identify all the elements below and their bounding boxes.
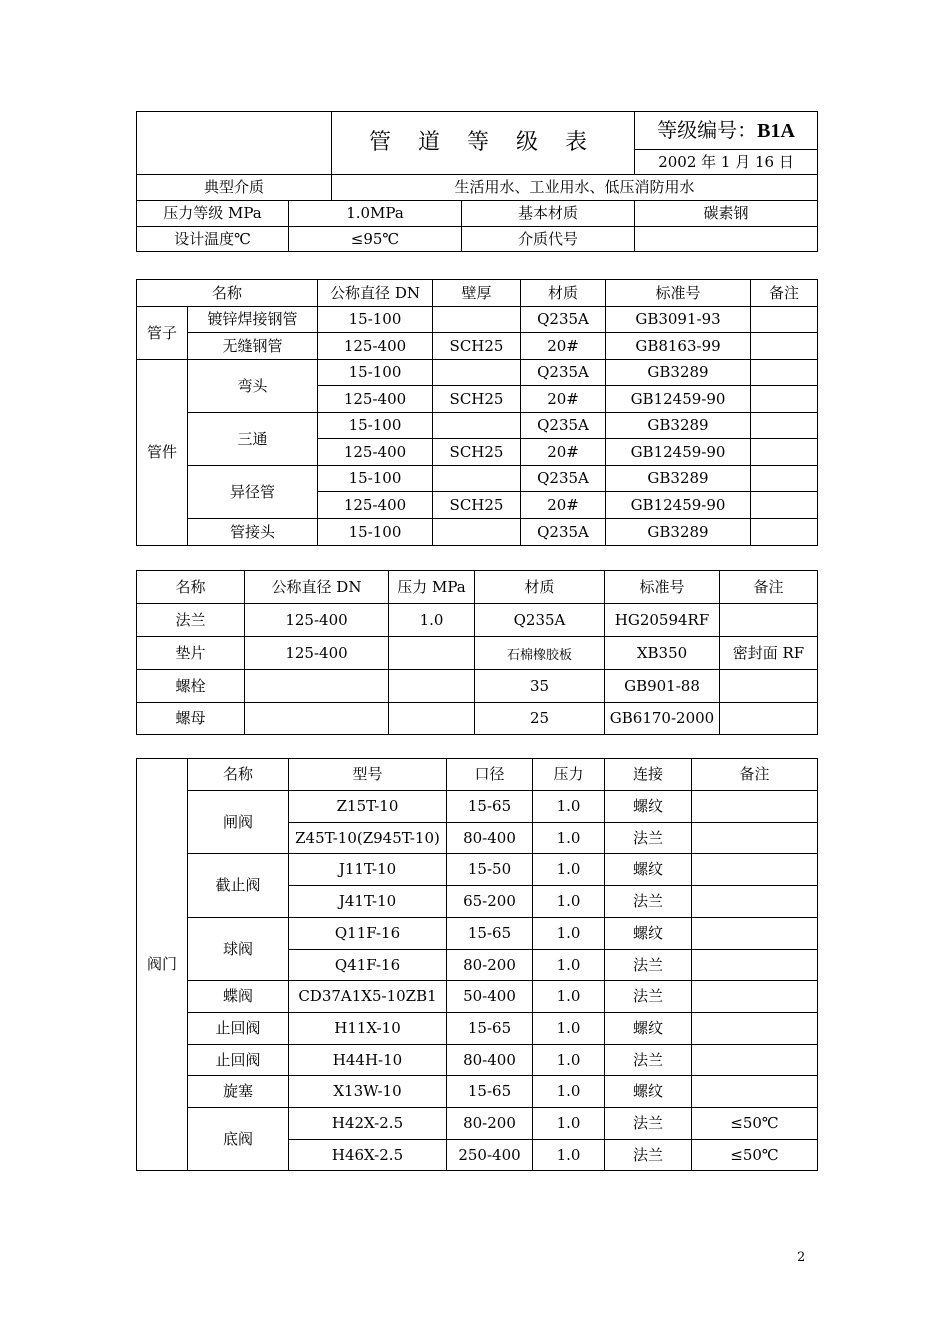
standard-cell: GB12459-90 [606, 439, 751, 466]
model-cell: H46X-2.5 [289, 1140, 447, 1171]
dn-cell: 125-400 [245, 604, 389, 637]
connection-cell: 法兰 [605, 823, 692, 854]
medium-label: 典型介质 [137, 175, 332, 201]
standard-cell: HG20594RF [605, 604, 720, 637]
size-cell: 15-65 [447, 918, 533, 950]
dn-cell: 15-100 [318, 360, 433, 386]
column-header: 口径 [447, 759, 533, 791]
pressure-cell [389, 703, 475, 735]
note-cell [692, 886, 818, 918]
model-cell: H11X-10 [289, 1013, 447, 1045]
material-cell: 20# [521, 333, 606, 360]
column-header: 名称 [137, 280, 318, 307]
category-cell: 管子 [137, 307, 188, 360]
pressure-grade-value: 1.0MPa [289, 201, 462, 227]
wall-cell [433, 519, 521, 546]
medium-value: 生活用水、工业用水、低压消防用水 [332, 175, 818, 201]
table-row [137, 360, 818, 386]
table-row [137, 670, 818, 703]
pressure-cell: 1.0 [533, 1076, 605, 1108]
table-header-row [137, 280, 818, 307]
table-row [137, 519, 818, 546]
table-row [137, 703, 818, 735]
table-row [137, 1108, 818, 1140]
table-row [137, 604, 818, 637]
wall-cell: SCH25 [433, 386, 521, 413]
column-header: 标准号 [606, 280, 751, 307]
dn-cell: 125-400 [318, 386, 433, 413]
column-header: 压力 MPa [389, 571, 475, 604]
material-cell: Q235A [475, 604, 605, 637]
size-cell: 80-400 [447, 1045, 533, 1076]
size-cell: 65-200 [447, 886, 533, 918]
column-header: 标准号 [605, 571, 720, 604]
column-header: 型号 [289, 759, 447, 791]
model-cell: CD37A1X5-10ZB1 [289, 981, 447, 1013]
dn-cell: 15-100 [318, 466, 433, 492]
note-cell [720, 604, 818, 637]
connection-cell: 螺纹 [605, 1013, 692, 1045]
pressure-cell [389, 670, 475, 703]
material-cell: Q235A [521, 466, 606, 492]
column-header: 压力 [533, 759, 605, 791]
note-cell [692, 823, 818, 854]
model-cell: H44H-10 [289, 1045, 447, 1076]
wall-cell [433, 360, 521, 386]
item-name: 螺母 [137, 703, 245, 735]
size-cell: 80-200 [447, 950, 533, 981]
table-row [137, 637, 818, 670]
note-cell [751, 492, 818, 519]
note-cell [692, 1013, 818, 1045]
flanges-table [136, 570, 818, 735]
item-name: 三通 [188, 413, 318, 466]
note-cell [751, 307, 818, 333]
column-header: 公称直径 DN [245, 571, 389, 604]
connection-cell: 法兰 [605, 950, 692, 981]
page-title: 管 道 等 级 表 [332, 112, 635, 175]
standard-cell: GB3091-93 [606, 307, 751, 333]
pressure-cell: 1.0 [533, 1140, 605, 1171]
model-cell: J41T-10 [289, 886, 447, 918]
note-cell [751, 413, 818, 439]
header-table [136, 111, 818, 252]
connection-cell: 法兰 [605, 1108, 692, 1140]
connection-cell: 螺纹 [605, 854, 692, 886]
connection-cell: 螺纹 [605, 1076, 692, 1108]
standard-cell: GB12459-90 [606, 386, 751, 413]
issue-date: 2002 年 1 月 16 日 [635, 150, 818, 175]
pressure-cell: 1.0 [389, 604, 475, 637]
size-cell: 15-65 [447, 1076, 533, 1108]
dn-cell: 15-100 [318, 413, 433, 439]
dn-cell [245, 670, 389, 703]
note-cell [720, 703, 818, 735]
column-header: 备注 [751, 280, 818, 307]
model-cell: H42X-2.5 [289, 1108, 447, 1140]
dn-cell: 125-400 [318, 492, 433, 519]
note-cell [692, 981, 818, 1013]
size-cell: 15-65 [447, 1013, 533, 1045]
standard-cell: GB8163-99 [606, 333, 751, 360]
material-cell: 石棉橡胶板 [475, 637, 605, 670]
wall-cell [433, 307, 521, 333]
connection-cell: 法兰 [605, 886, 692, 918]
material-cell: Q235A [521, 413, 606, 439]
valves-table [136, 758, 818, 1171]
pressure-cell [389, 637, 475, 670]
material-cell: 20# [521, 439, 606, 466]
dn-cell [245, 703, 389, 735]
note-cell [692, 791, 818, 823]
connection-cell: 法兰 [605, 1045, 692, 1076]
note-cell [720, 670, 818, 703]
size-cell: 50-400 [447, 981, 533, 1013]
wall-cell: SCH25 [433, 439, 521, 466]
item-name: 法兰 [137, 604, 245, 637]
note-cell [692, 1076, 818, 1108]
table-row [137, 466, 818, 492]
column-header: 壁厚 [433, 280, 521, 307]
valve-name: 球阀 [188, 918, 289, 981]
base-material-label: 基本材质 [462, 201, 635, 227]
table-row [137, 307, 818, 333]
valve-name: 闸阀 [188, 791, 289, 854]
valve-name: 止回阀 [188, 1045, 289, 1076]
base-material-value: 碳素钢 [635, 201, 818, 227]
table-row [137, 413, 818, 439]
pressure-cell: 1.0 [533, 950, 605, 981]
wall-cell: SCH25 [433, 333, 521, 360]
pressure-cell: 1.0 [533, 791, 605, 823]
item-name: 垫片 [137, 637, 245, 670]
category-cell: 管件 [137, 360, 188, 546]
wall-cell [433, 413, 521, 439]
size-cell: 80-200 [447, 1108, 533, 1140]
note-cell: ≤50℃ [692, 1140, 818, 1171]
material-cell: 25 [475, 703, 605, 735]
table-header-row [137, 759, 818, 791]
grade-label: 等级编号： [657, 118, 758, 142]
model-cell: Q11F-16 [289, 918, 447, 950]
size-cell: 15-50 [447, 854, 533, 886]
pressure-cell: 1.0 [533, 823, 605, 854]
column-header: 备注 [692, 759, 818, 791]
connection-cell: 法兰 [605, 1140, 692, 1171]
standard-cell: GB3289 [606, 413, 751, 439]
standard-cell: GB3289 [606, 519, 751, 546]
pressure-cell: 1.0 [533, 854, 605, 886]
material-cell: Q235A [521, 307, 606, 333]
size-cell: 250-400 [447, 1140, 533, 1171]
note-cell [692, 854, 818, 886]
table-row [137, 333, 818, 360]
standard-cell: GB901-88 [605, 670, 720, 703]
table-row [137, 1013, 818, 1045]
category-cell: 阀门 [137, 759, 188, 1171]
item-name: 镀锌焊接钢管 [188, 307, 318, 333]
dn-cell: 125-400 [318, 439, 433, 466]
note-cell [751, 333, 818, 360]
size-cell: 15-65 [447, 791, 533, 823]
standard-cell: GB12459-90 [606, 492, 751, 519]
material-cell: Q235A [521, 360, 606, 386]
page-number: 2 [797, 1250, 806, 1265]
note-cell [692, 918, 818, 950]
note-cell: ≤50℃ [692, 1108, 818, 1140]
standard-cell: XB350 [605, 637, 720, 670]
standard-cell: GB6170-2000 [605, 703, 720, 735]
pressure-cell: 1.0 [533, 981, 605, 1013]
column-header: 公称直径 DN [318, 280, 433, 307]
item-name: 异径管 [188, 466, 318, 519]
note-cell [692, 1045, 818, 1076]
logo-cell [137, 112, 332, 175]
standard-cell: GB3289 [606, 360, 751, 386]
table-row [137, 854, 818, 886]
material-cell: 20# [521, 386, 606, 413]
table-row [137, 981, 818, 1013]
connection-cell: 法兰 [605, 981, 692, 1013]
note-cell [751, 519, 818, 546]
dn-cell: 15-100 [318, 307, 433, 333]
column-header: 名称 [188, 759, 289, 791]
medium-code-label: 介质代号 [462, 227, 635, 252]
model-cell: Z15T-10 [289, 791, 447, 823]
connection-cell: 螺纹 [605, 791, 692, 823]
note-cell [692, 950, 818, 981]
pressure-cell: 1.0 [533, 1045, 605, 1076]
dn-cell: 125-400 [245, 637, 389, 670]
standard-cell: GB3289 [606, 466, 751, 492]
table-row [137, 1045, 818, 1076]
design-temp-value: ≤95℃ [289, 227, 462, 252]
valve-name: 旋塞 [188, 1076, 289, 1108]
valve-name: 止回阀 [188, 1013, 289, 1045]
pressure-cell: 1.0 [533, 886, 605, 918]
material-cell: 20# [521, 492, 606, 519]
table-row [137, 791, 818, 823]
column-header: 材质 [521, 280, 606, 307]
item-name: 弯头 [188, 360, 318, 413]
material-cell: Q235A [521, 519, 606, 546]
wall-cell [433, 466, 521, 492]
valve-name: 底阀 [188, 1108, 289, 1171]
pressure-cell: 1.0 [533, 918, 605, 950]
pipes-table [136, 279, 818, 546]
valve-name: 截止阀 [188, 854, 289, 918]
table-row [137, 1076, 818, 1108]
pressure-grade-label: 压力等级 MPa [137, 201, 289, 227]
material-cell: 35 [475, 670, 605, 703]
wall-cell: SCH25 [433, 492, 521, 519]
item-name: 无缝钢管 [188, 333, 318, 360]
size-cell: 80-400 [447, 823, 533, 854]
note-cell [751, 360, 818, 386]
valve-name: 蝶阀 [188, 981, 289, 1013]
note-cell: 密封面 RF [720, 637, 818, 670]
item-name: 管接头 [188, 519, 318, 546]
dn-cell: 15-100 [318, 519, 433, 546]
model-cell: J11T-10 [289, 854, 447, 886]
medium-code-value [635, 227, 818, 252]
grade-code-cell [635, 112, 818, 150]
model-cell: Z45T-10(Z945T-10) [289, 823, 447, 854]
column-header: 备注 [720, 571, 818, 604]
grade-code: B1A [757, 120, 795, 142]
model-cell: Q41F-16 [289, 950, 447, 981]
dn-cell: 125-400 [318, 333, 433, 360]
note-cell [751, 466, 818, 492]
table-row [137, 918, 818, 950]
item-name: 螺栓 [137, 670, 245, 703]
model-cell: X13W-10 [289, 1076, 447, 1108]
column-header: 材质 [475, 571, 605, 604]
pressure-cell: 1.0 [533, 1108, 605, 1140]
column-header: 名称 [137, 571, 245, 604]
connection-cell: 螺纹 [605, 918, 692, 950]
note-cell [751, 439, 818, 466]
column-header: 连接 [605, 759, 692, 791]
note-cell [751, 386, 818, 413]
table-header-row [137, 571, 818, 604]
pressure-cell: 1.0 [533, 1013, 605, 1045]
design-temp-label: 设计温度℃ [137, 227, 289, 252]
